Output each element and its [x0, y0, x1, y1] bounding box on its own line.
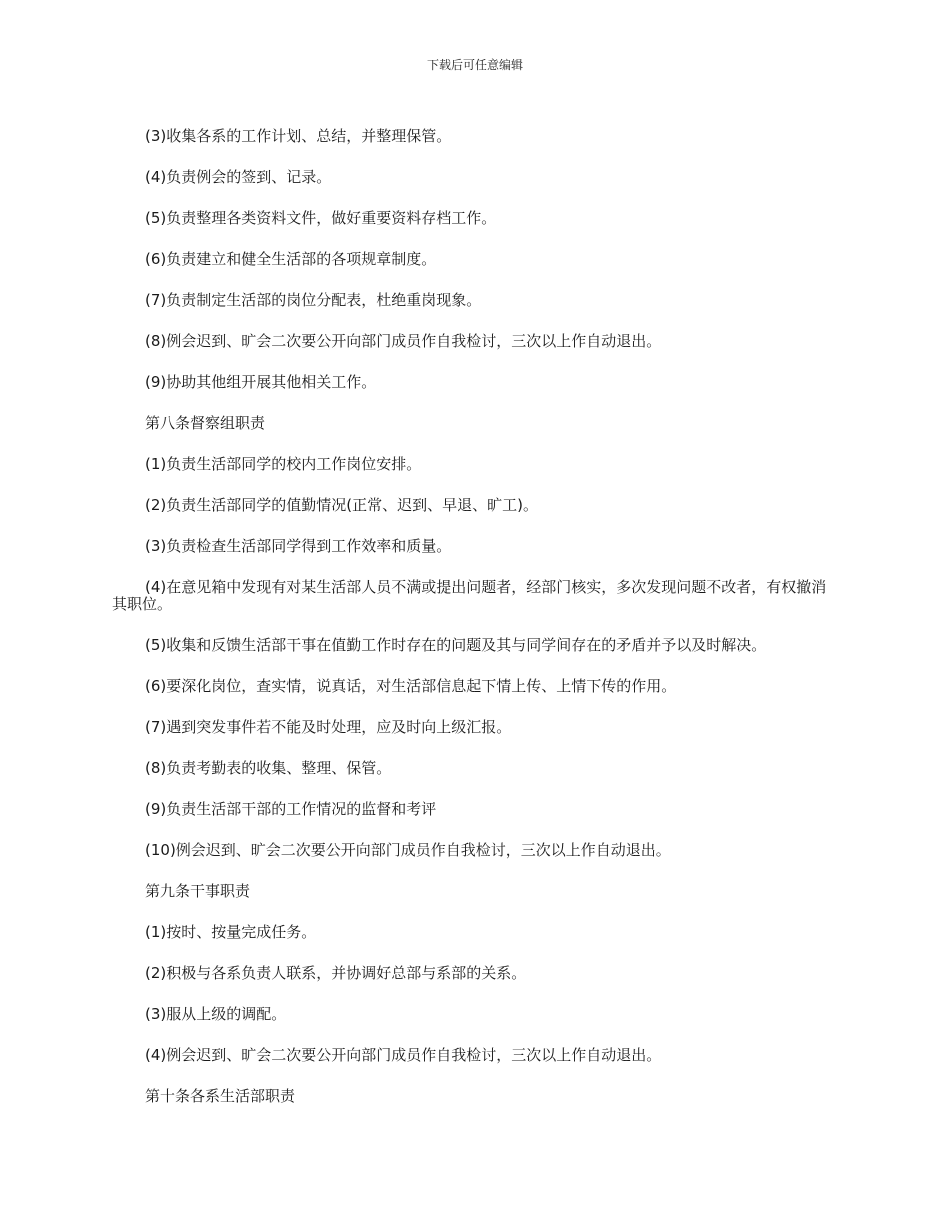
paragraph: (3)服从上级的调配。 [145, 1005, 287, 1023]
section-heading: 第九条干事职责 [145, 882, 251, 900]
section-heading: 第八条督察组职责 [145, 414, 266, 432]
paragraph: (3)收集各系的工作计划、总结，并整理保管。 [145, 127, 452, 145]
paragraph: (9)协助其他组开展其他相关工作。 [145, 373, 377, 391]
paragraph: (4)例会迟到、旷会二次要公开向部门成员作自我检讨，三次以上作自动退出。 [145, 1046, 662, 1064]
paragraph: (8)例会迟到、旷会二次要公开向部门成员作自我检讨，三次以上作自动退出。 [145, 332, 662, 350]
paragraph: (9)负责生活部干部的工作情况的监督和考评 [145, 800, 437, 818]
paragraph: (5)负责整理各类资料文件，做好重要资料存档工作。 [145, 209, 497, 227]
paragraph: (2)负责生活部同学的值勤情况(正常、迟到、早退、旷工)。 [145, 496, 538, 514]
paragraph: (1)负责生活部同学的校内工作岗位安排。 [145, 455, 422, 473]
paragraph: (5)收集和反馈生活部干事在值勤工作时存在的问题及其与同学间存在的矛盾并予以及时解决。 [145, 636, 767, 654]
paragraph: (7)负责制定生活部的岗位分配表，杜绝重岗现象。 [145, 291, 482, 309]
document-body [112, 128, 827, 1129]
paragraph: (10)例会迟到、旷会二次要公开向部门成员作自我检讨，三次以上作自动退出。 [145, 841, 671, 859]
section-heading: 第十条各系生活部职责 [145, 1087, 296, 1105]
paragraph: (6)要深化岗位，查实情，说真话，对生活部信息起下情上传、上情下传的作用。 [145, 677, 677, 695]
paragraph: (2)积极与各系负责人联系，并协调好总部与系部的关系。 [145, 964, 527, 982]
paragraph: (4)在意见箱中发现有对某生活部人员不满或提出问题者，经部门核实，多次发现问题不改者，有权撤消其职位。 [112, 578, 827, 613]
paragraph: (8)负责考勤表的收集、整理、保管。 [145, 759, 392, 777]
page-header: 下载后可任意编辑 [426, 58, 523, 72]
paragraph: (3)负责检查生活部同学得到工作效率和质量。 [145, 537, 452, 555]
paragraph: (1)按时、按量完成任务。 [145, 923, 317, 941]
paragraph: (7)遇到突发事件若不能及时处理，应及时向上级汇报。 [145, 718, 512, 736]
paragraph: (4)负责例会的签到、记录。 [145, 168, 332, 186]
paragraph: (6)负责建立和健全生活部的各项规章制度。 [145, 250, 437, 268]
